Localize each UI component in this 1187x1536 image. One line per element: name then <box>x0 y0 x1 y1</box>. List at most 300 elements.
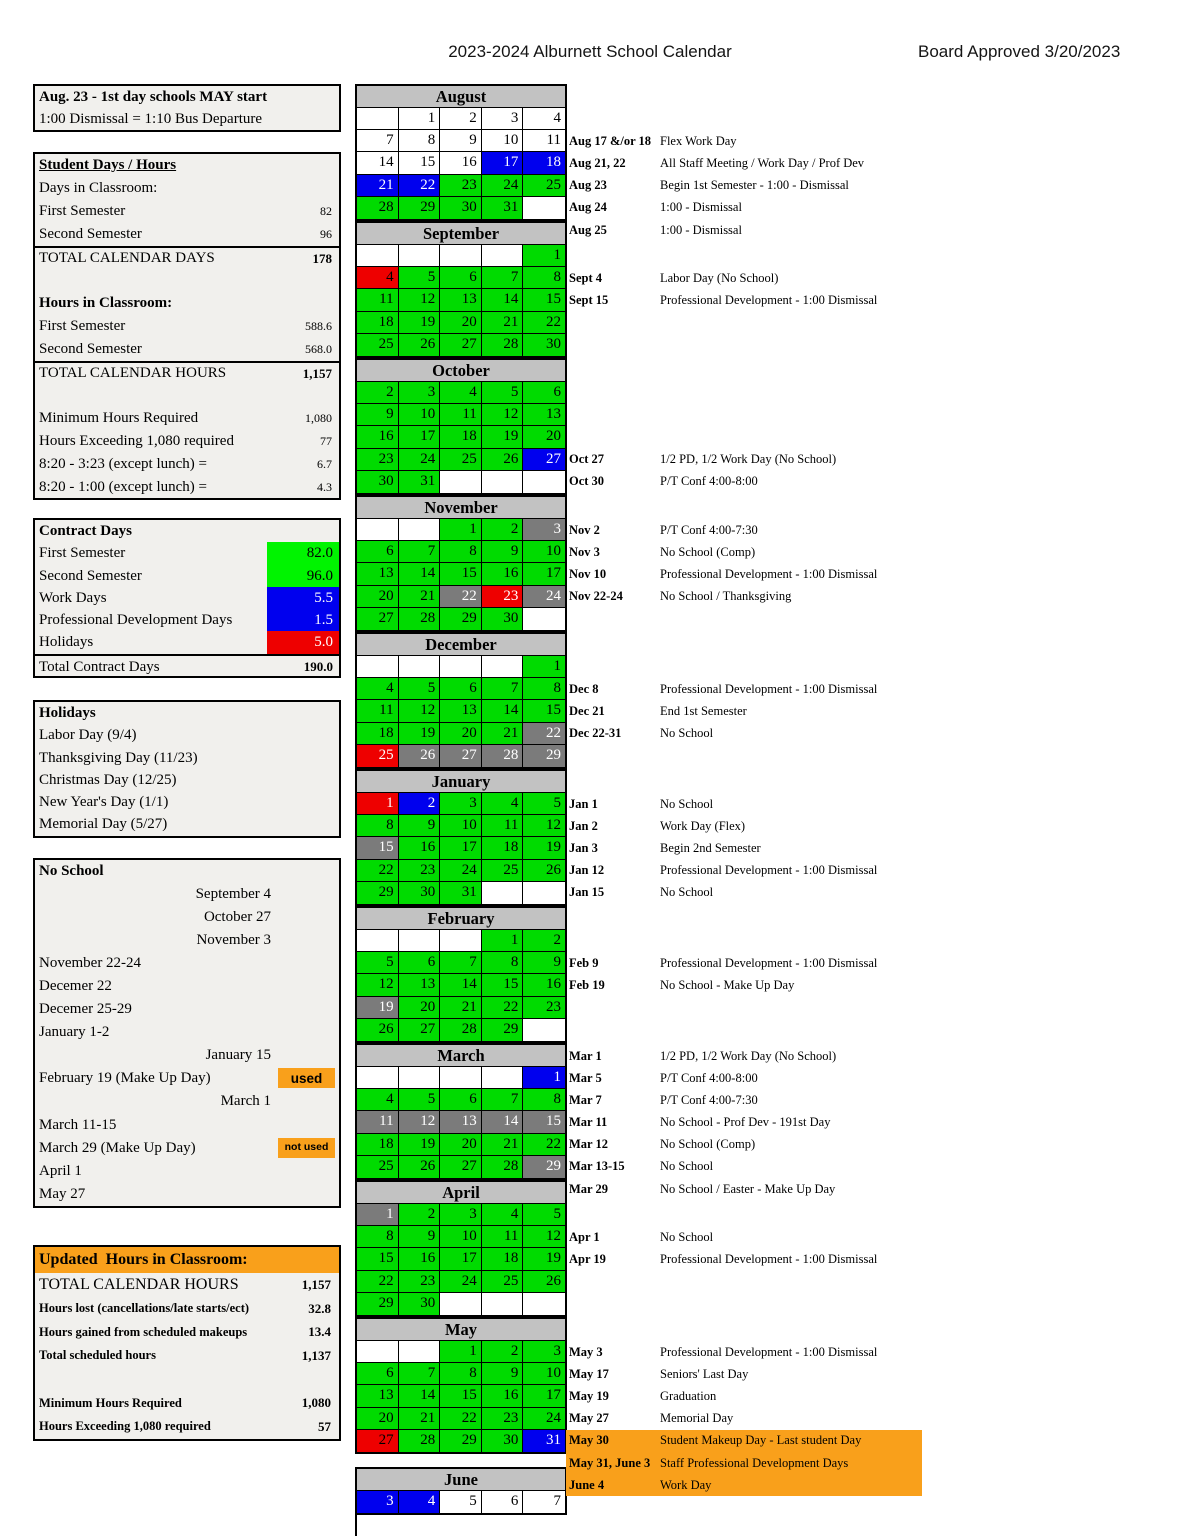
month-march <box>355 1043 567 1180</box>
row-label: Second Semester <box>39 226 142 242</box>
row-label: Work Days <box>39 589 107 606</box>
day-cell: 1 <box>482 930 524 952</box>
month-header: January <box>357 771 565 793</box>
day-cell: 13 <box>399 974 441 996</box>
day-cell: 3 <box>482 108 524 130</box>
row-label: Minimum Hours Required <box>39 1395 182 1410</box>
month-header: March <box>357 1045 565 1067</box>
day-cell: 1 <box>399 108 441 130</box>
student-box-row <box>35 292 339 315</box>
day-cell: 4 <box>357 678 399 700</box>
annotation-text: No School <box>660 885 714 900</box>
row-label: 8:20 - 1:00 (except lunch) = <box>39 479 207 495</box>
day-cell: 24 <box>523 586 565 608</box>
annotation-date: Oct 30 <box>569 474 605 489</box>
day-cell: 10 <box>482 130 524 152</box>
annotation-row <box>566 837 1006 859</box>
day-cell: 20 <box>399 997 441 1019</box>
day-cell: 31 <box>482 197 524 219</box>
no-school-date: Decemer 25-29 <box>39 1001 132 1018</box>
annotation-row <box>566 952 1006 974</box>
annotation-row <box>566 1474 1006 1496</box>
day-cell: 4 <box>399 1491 441 1513</box>
grid-tail-line <box>355 1515 357 1536</box>
student-box-row <box>35 407 339 430</box>
annotation-row <box>566 723 1006 745</box>
row-value: 568.0 <box>305 342 332 356</box>
day-cell: 21 <box>399 586 441 608</box>
annotation-row <box>566 175 1006 197</box>
row-label: Hours gained from scheduled makeups <box>39 1324 248 1339</box>
month-header: April <box>357 1182 565 1204</box>
blank-cell <box>440 656 482 678</box>
row-value-colored: 5.5 <box>267 587 339 609</box>
day-cell: 8 <box>357 1226 399 1248</box>
no-school-row <box>35 998 339 1021</box>
no-school-row <box>35 1021 339 1044</box>
annotation-text: No School / Easter - Make Up Day <box>660 1181 836 1196</box>
day-cell: 2 <box>357 382 399 404</box>
no-school-box <box>33 858 341 1208</box>
day-cell: 11 <box>357 700 399 722</box>
annotation-row <box>566 1408 1006 1430</box>
annotation-row <box>566 1156 1006 1178</box>
day-cell: 19 <box>357 997 399 1019</box>
annotation-text: 1:00 - Dismissal <box>660 200 742 215</box>
annotation-text: All Staff Meeting / Work Day / Prof Dev <box>660 155 865 170</box>
day-cell: 1 <box>523 245 565 267</box>
no-school-row <box>35 906 339 929</box>
day-cell: 15 <box>523 289 565 311</box>
annotation-text: P/T Conf 4:00-7:30 <box>660 522 758 537</box>
day-cell: 30 <box>399 1293 441 1315</box>
row-value: 6.7 <box>317 457 332 471</box>
day-cell: 9 <box>357 404 399 426</box>
day-cell: 13 <box>440 289 482 311</box>
no-school-row <box>35 883 339 906</box>
annotation-text: 1/2 PD, 1/2 Work Day (No School) <box>660 1048 837 1063</box>
blank-cell <box>357 519 399 541</box>
day-cell: 7 <box>482 678 524 700</box>
blank-cell <box>482 656 524 678</box>
row-value: 32.8 <box>308 1300 331 1316</box>
month-grid <box>357 793 565 904</box>
contract-box-row <box>35 587 339 609</box>
day-cell: 17 <box>440 837 482 859</box>
month-header: May <box>357 1319 565 1341</box>
day-cell: 6 <box>440 267 482 289</box>
day-cell: 23 <box>399 860 441 882</box>
updated-box-row <box>35 1297 339 1321</box>
annotation-date: Jan 12 <box>569 863 605 878</box>
annotation-text: End 1st Semester <box>660 703 747 718</box>
no-school-row <box>35 1067 339 1090</box>
row-label: Hours Exceeding 1,080 required <box>39 433 234 449</box>
day-cell: 29 <box>523 745 565 767</box>
day-cell: 20 <box>357 586 399 608</box>
day-cell: 20 <box>523 426 565 448</box>
day-cell: 30 <box>523 334 565 356</box>
annotation-date: Dec 21 <box>569 703 605 718</box>
day-cell: 12 <box>399 700 441 722</box>
annotation-text: Flex Work Day <box>660 133 737 148</box>
blank-cell <box>440 1293 482 1315</box>
day-cell: 5 <box>440 1491 482 1513</box>
annotation-date: Mar 7 <box>569 1092 602 1107</box>
updated-box-row <box>35 1320 339 1344</box>
day-cell: 17 <box>399 426 441 448</box>
row-label: Hours lost (cancellations/late starts/ect) <box>39 1301 250 1316</box>
day-cell: 16 <box>482 563 524 585</box>
row-label: Professional Development Days <box>39 612 233 629</box>
annotation-date: Dec 8 <box>569 681 599 696</box>
day-cell: 28 <box>482 745 524 767</box>
day-cell: 5 <box>523 1204 565 1226</box>
month-grid <box>357 519 565 630</box>
day-cell: 3 <box>440 1204 482 1226</box>
annotation-text: No School (Comp) <box>660 1137 756 1152</box>
annotation-row <box>566 678 1006 700</box>
annotation-row <box>566 974 1006 996</box>
annotation-text: P/T Conf 4:00-7:30 <box>660 1092 758 1107</box>
day-cell: 17 <box>440 1248 482 1270</box>
blank-cell <box>523 882 565 904</box>
day-cell: 12 <box>399 1111 441 1133</box>
annotation-row <box>566 1067 1006 1089</box>
day-cell: 15 <box>440 563 482 585</box>
annotation-row <box>566 1111 1006 1133</box>
annotation-date: Nov 10 <box>569 566 607 581</box>
annotation-row <box>566 197 1006 219</box>
day-cell: 2 <box>399 793 441 815</box>
annotation-date: May 19 <box>569 1388 609 1403</box>
day-cell: 9 <box>482 541 524 563</box>
blank-cell <box>523 471 565 493</box>
day-cell: 24 <box>440 860 482 882</box>
makeup-status-badge: not used <box>278 1138 335 1158</box>
updated-box-row <box>35 1273 339 1297</box>
month-grid <box>357 930 565 1041</box>
month-header: February <box>357 908 565 930</box>
day-cell: 3 <box>357 1491 399 1513</box>
no-school-row <box>35 1044 339 1067</box>
day-cell: 15 <box>482 974 524 996</box>
student-box-row <box>35 361 339 384</box>
day-cell: 28 <box>399 1430 441 1452</box>
annotation-row <box>566 267 1006 289</box>
annotation-row <box>566 471 1006 493</box>
day-cell: 1 <box>523 656 565 678</box>
day-cell: 29 <box>440 1430 482 1452</box>
annotation-row <box>566 289 1006 311</box>
student-box-title <box>35 154 339 177</box>
row-value-colored: 5.0 <box>267 631 339 653</box>
contract-box-total-row <box>35 654 339 676</box>
student-box-row <box>35 269 339 292</box>
holidays-box <box>33 700 341 838</box>
annotation-row <box>566 1226 1006 1248</box>
row-label: First Semester <box>39 545 126 562</box>
annotation-text: 1:00 - Dismissal <box>660 222 742 237</box>
day-cell: 12 <box>482 404 524 426</box>
holiday-item: Thanksgiving Day (11/23) <box>39 749 198 766</box>
day-cell: 31 <box>399 471 441 493</box>
annotation-row <box>566 882 1006 904</box>
day-cell: 27 <box>357 608 399 630</box>
annotation-text: Professional Development - 1:00 Dismissal <box>660 1251 878 1266</box>
annotation-text: No School - Prof Dev - 191st Day <box>660 1114 831 1129</box>
annotation-text: No School <box>660 726 714 741</box>
annotation-date: Jan 15 <box>569 885 605 900</box>
row-value: 1,080 <box>301 1395 331 1411</box>
day-cell: 22 <box>523 312 565 334</box>
annotation-date: June 4 <box>569 1477 605 1492</box>
annotation-row <box>566 1134 1006 1156</box>
annotation-row <box>566 541 1006 563</box>
day-cell: 6 <box>357 541 399 563</box>
blank-cell <box>399 656 441 678</box>
no-school-box-title: No School <box>39 863 104 879</box>
month-header: September <box>357 223 565 245</box>
day-cell: 20 <box>440 723 482 745</box>
annotation-row <box>566 815 1006 837</box>
day-cell: 7 <box>357 130 399 152</box>
day-cell: 7 <box>482 267 524 289</box>
day-cell: 7 <box>523 1491 565 1513</box>
day-cell: 26 <box>399 745 441 767</box>
row-label: TOTAL CALENDAR DAYS <box>39 250 215 266</box>
month-header: August <box>357 86 565 108</box>
day-cell: 8 <box>523 267 565 289</box>
day-cell: 9 <box>440 130 482 152</box>
annotation-text: P/T Conf 4:00-8:00 <box>660 474 758 489</box>
annotation-text: Student Makeup Day - Last student Day <box>660 1433 862 1448</box>
no-school-date: March 11-15 <box>39 1116 117 1133</box>
row-label: Days in Classroom: <box>39 180 158 196</box>
annotation-text: Professional Development - 1:00 Dismissal <box>660 292 878 307</box>
blank-cell <box>523 1293 565 1315</box>
annotation-date: Dec 22-31 <box>569 726 622 741</box>
day-cell: 31 <box>523 1430 565 1452</box>
day-cell: 24 <box>523 1408 565 1430</box>
day-cell: 15 <box>399 152 441 174</box>
annotation-row <box>566 449 1006 471</box>
annotation-text: Professional Development - 1:00 Dismissal <box>660 566 878 581</box>
blank-cell <box>357 930 399 952</box>
annotation-row <box>566 1089 1006 1111</box>
day-cell: 4 <box>523 108 565 130</box>
day-cell: 20 <box>357 1408 399 1430</box>
day-cell: 21 <box>440 997 482 1019</box>
day-cell: 15 <box>440 1385 482 1407</box>
day-cell: 3 <box>523 519 565 541</box>
day-cell: 27 <box>399 1019 441 1041</box>
month-grid <box>357 1204 565 1315</box>
month-grid <box>357 382 565 493</box>
day-cell: 22 <box>357 1271 399 1293</box>
day-cell: 26 <box>482 449 524 471</box>
holidays-box-title: Holidays <box>39 705 96 721</box>
day-cell: 4 <box>357 267 399 289</box>
day-cell: 23 <box>482 1408 524 1430</box>
row-value: 4.3 <box>317 480 332 494</box>
day-cell: 9 <box>399 815 441 837</box>
row-value: 588.6 <box>305 319 332 333</box>
day-cell: 6 <box>399 952 441 974</box>
updated-box-row <box>35 1391 339 1415</box>
day-cell: 27 <box>440 1156 482 1178</box>
annotation-text: P/T Conf 4:00-8:00 <box>660 1070 758 1085</box>
row-label: 8:20 - 3:23 (except lunch) = <box>39 456 207 472</box>
day-cell: 22 <box>523 1134 565 1156</box>
day-cell: 8 <box>482 952 524 974</box>
day-cell: 30 <box>357 471 399 493</box>
annotation-text: Professional Development - 1:00 Dismissal <box>660 863 878 878</box>
blank-cell <box>440 245 482 267</box>
month-september <box>355 221 567 358</box>
day-cell: 24 <box>399 449 441 471</box>
day-cell: 30 <box>440 197 482 219</box>
day-cell: 19 <box>523 837 565 859</box>
no-school-date: January 1-2 <box>39 1024 110 1041</box>
day-cell: 21 <box>357 175 399 197</box>
no-school-date: January 15 <box>205 1047 271 1064</box>
student-days-hours-box <box>33 152 341 500</box>
day-cell: 10 <box>399 404 441 426</box>
day-cell: 1 <box>357 793 399 815</box>
annotation-date: Sept 4 <box>569 270 602 285</box>
contract-box-row <box>35 542 339 564</box>
annotation-row <box>566 1178 1006 1200</box>
row-label: Hours Exceeding 1,080 required <box>39 1419 211 1434</box>
no-school-row <box>35 952 339 975</box>
blank-cell <box>399 245 441 267</box>
blank-cell <box>357 656 399 678</box>
day-cell: 3 <box>523 1341 565 1363</box>
day-cell: 25 <box>357 745 399 767</box>
day-cell: 4 <box>440 382 482 404</box>
day-cell: 9 <box>399 1226 441 1248</box>
day-cell: 30 <box>482 608 524 630</box>
row-value: 190.0 <box>303 658 333 674</box>
no-school-date: November 22-24 <box>39 955 142 972</box>
updated-box-row <box>35 1368 339 1392</box>
contract-box-title-text: Contract Days <box>39 523 132 539</box>
holiday-item: Labor Day (9/4) <box>39 727 137 744</box>
day-cell: 14 <box>482 289 524 311</box>
day-cell: 18 <box>482 1248 524 1270</box>
month-april <box>355 1180 567 1317</box>
blank-cell <box>482 882 524 904</box>
annotation-date: Mar 11 <box>569 1114 608 1129</box>
row-label: First Semester <box>39 203 126 219</box>
row-value: 82 <box>320 204 332 218</box>
day-cell: 18 <box>482 837 524 859</box>
annotation-row <box>566 793 1006 815</box>
blank-cell <box>482 1293 524 1315</box>
annotation-date: Nov 22-24 <box>569 589 623 604</box>
blank-cell <box>399 1067 441 1089</box>
annotation-text: No School <box>660 1159 714 1174</box>
annotation-date: Aug 24 <box>569 200 607 215</box>
row-value: 1,157 <box>302 365 332 381</box>
day-cell: 23 <box>357 449 399 471</box>
day-cell: 16 <box>482 1385 524 1407</box>
day-cell: 21 <box>482 1134 524 1156</box>
day-cell: 29 <box>440 608 482 630</box>
month-may <box>355 1317 567 1454</box>
day-cell: 24 <box>440 1271 482 1293</box>
no-school-date: May 27 <box>39 1185 86 1202</box>
page-title: 2023-2024 Alburnett School Calendar <box>448 42 732 61</box>
day-cell: 20 <box>440 312 482 334</box>
day-cell: 2 <box>523 930 565 952</box>
annotation-text: Professional Development - 1:00 Dismissal <box>660 955 878 970</box>
day-cell: 14 <box>440 974 482 996</box>
no-school-row <box>35 1160 339 1183</box>
day-cell: 8 <box>357 815 399 837</box>
day-cell: 28 <box>482 1156 524 1178</box>
board-approved-label: Board Approved 3/20/2023 <box>918 42 1121 61</box>
day-cell: 22 <box>523 723 565 745</box>
day-cell: 26 <box>399 1156 441 1178</box>
day-cell: 5 <box>399 1089 441 1111</box>
row-value-colored: 96.0 <box>267 565 339 587</box>
day-cell: 25 <box>357 1156 399 1178</box>
day-cell: 2 <box>482 519 524 541</box>
annotation-date: Jan 3 <box>569 840 598 855</box>
annotation-row <box>566 700 1006 722</box>
annotation-text: Seniors' Last Day <box>660 1366 749 1381</box>
day-cell: 21 <box>399 1408 441 1430</box>
day-cell: 9 <box>482 1363 524 1385</box>
day-cell: 13 <box>523 404 565 426</box>
month-grid <box>357 108 565 219</box>
day-cell: 26 <box>523 860 565 882</box>
month-header: November <box>357 497 565 519</box>
day-cell: 25 <box>523 175 565 197</box>
day-cell: 14 <box>482 1111 524 1133</box>
day-cell: 23 <box>523 997 565 1019</box>
no-school-date: Decemer 22 <box>39 978 112 995</box>
day-cell: 10 <box>440 1226 482 1248</box>
day-cell: 19 <box>523 1248 565 1270</box>
day-cell: 31 <box>440 882 482 904</box>
day-cell: 6 <box>440 678 482 700</box>
row-value: 13.4 <box>308 1324 331 1340</box>
day-cell: 15 <box>523 1111 565 1133</box>
day-cell: 8 <box>399 130 441 152</box>
day-cell: 28 <box>482 334 524 356</box>
day-cell: 12 <box>357 974 399 996</box>
row-label: Total Contract Days <box>39 658 160 675</box>
day-cell: 15 <box>357 1248 399 1270</box>
annotation-text: No School <box>660 796 714 811</box>
day-cell: 28 <box>399 608 441 630</box>
annotation-date: Mar 13-15 <box>569 1159 625 1174</box>
updated-box-row <box>35 1344 339 1368</box>
day-cell: 16 <box>399 837 441 859</box>
annotation-date: Aug 23 <box>569 178 607 193</box>
day-cell: 25 <box>482 860 524 882</box>
day-cell: 22 <box>482 997 524 1019</box>
row-value: 77 <box>320 434 332 448</box>
day-cell: 11 <box>482 1226 524 1248</box>
day-cell: 5 <box>357 952 399 974</box>
day-cell: 11 <box>482 815 524 837</box>
day-cell: 6 <box>482 1491 524 1513</box>
day-cell: 20 <box>440 1134 482 1156</box>
